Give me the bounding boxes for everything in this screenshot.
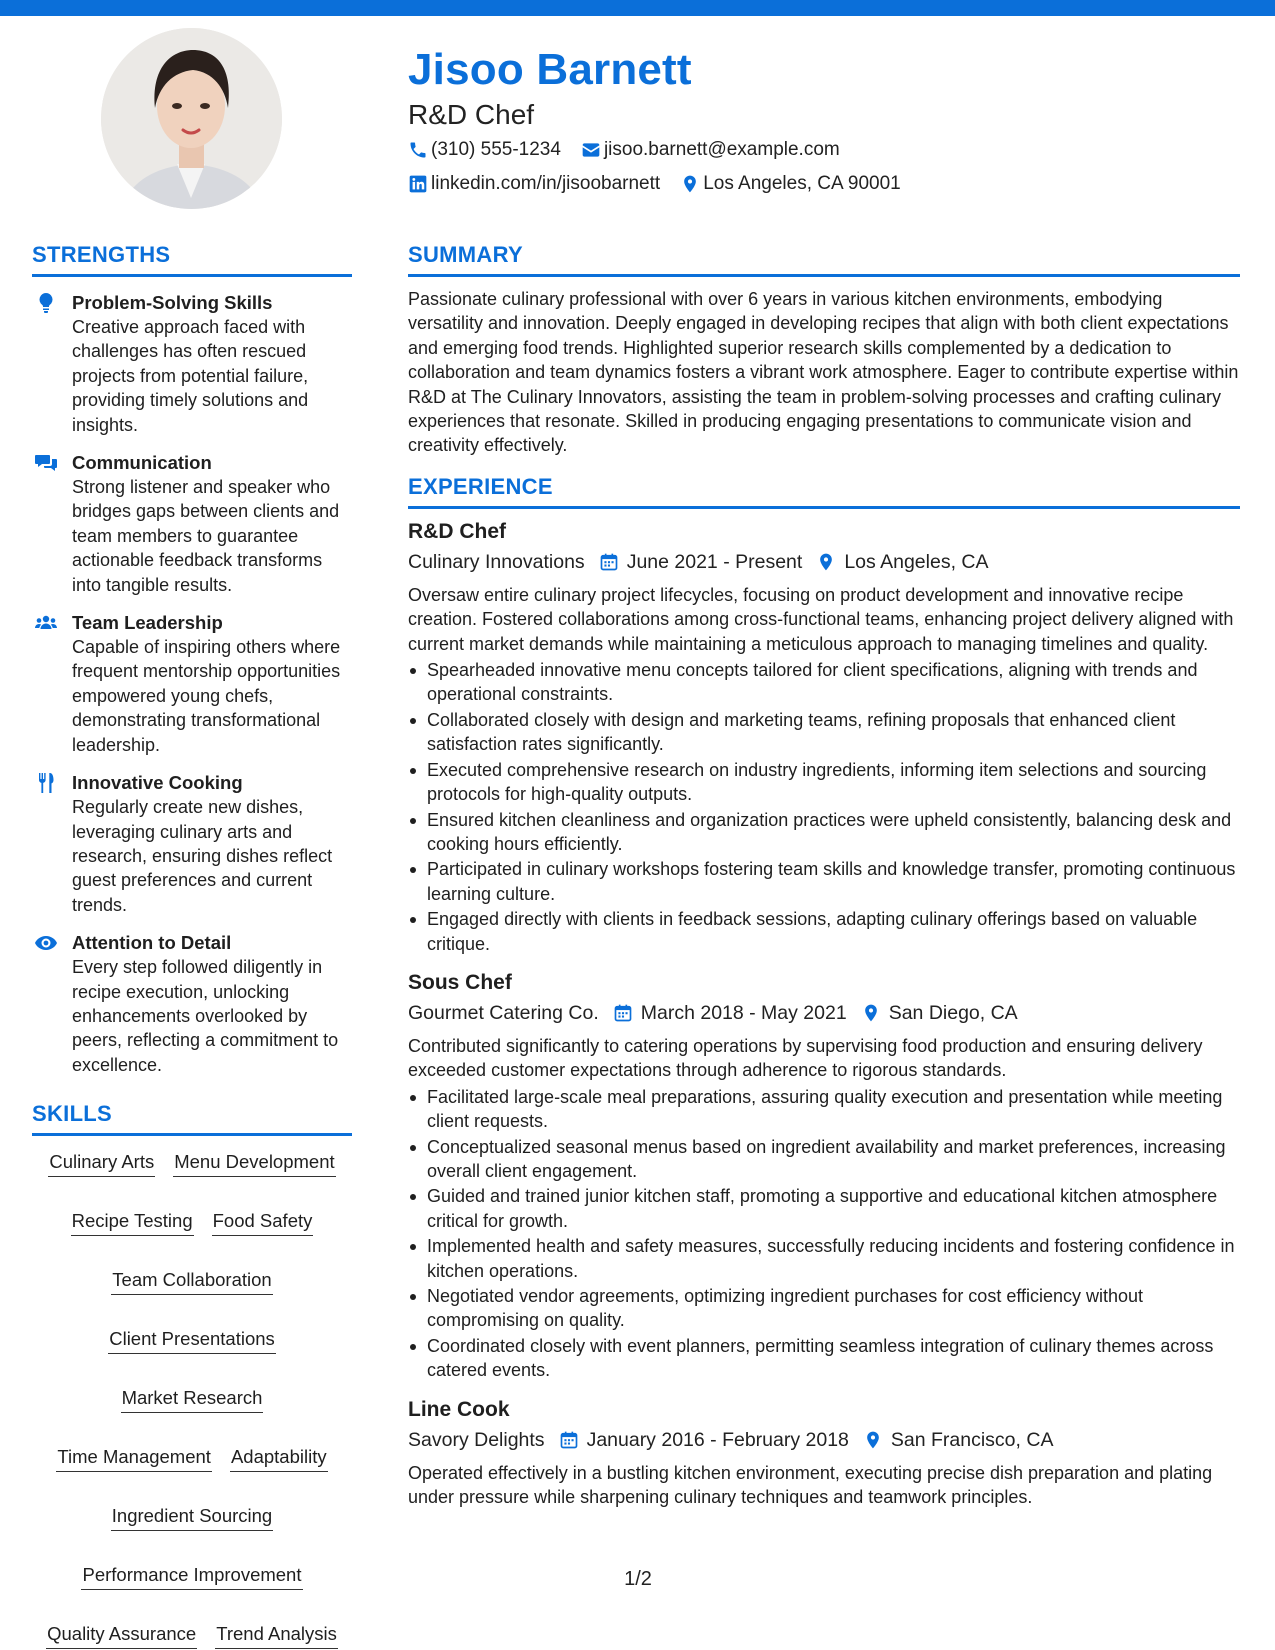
email-text: jisoo.barnett@example.com	[603, 139, 840, 160]
lightbulb-icon	[34, 291, 58, 315]
strength-text: Regularly create new dishes, leveraging culinary arts and research, ensuring dishes reflect guest preferences and current trends.	[72, 797, 333, 915]
linkedin-icon	[408, 174, 428, 194]
left-column	[32, 240, 352, 1649]
top-accent-bar	[0, 0, 1275, 16]
profile-photo	[101, 28, 282, 209]
right-column	[408, 240, 1240, 1509]
contact-row-2	[408, 168, 1248, 200]
calendar-icon	[559, 1430, 579, 1450]
skill-tag: Food Safety	[212, 1207, 314, 1236]
skill-tag: Client Presentations	[108, 1325, 276, 1354]
skills-rule	[32, 1133, 352, 1136]
job-bullets	[408, 1085, 1240, 1383]
job-meta	[408, 1425, 1240, 1455]
calendar-icon	[599, 552, 619, 572]
map-pin-icon	[680, 174, 700, 194]
map-pin-icon	[816, 552, 836, 572]
linkedin-text: linkedin.com/in/jisoobarnett	[431, 173, 661, 194]
strength-text: Strong listener and speaker who bridges gaps between clients and team members to guarantee actionable feedback transforms into tangible results.	[72, 477, 340, 595]
map-pin-icon	[863, 1430, 883, 1450]
skill-tag: Performance Improvement	[81, 1561, 302, 1590]
job-location: Los Angeles, CA	[844, 550, 989, 573]
job-entry	[408, 517, 1240, 956]
strength-text: Every step followed diligently in recipe execution, unlocking enhancements overlooked by peers, reflecting a commitment to excellence.	[72, 957, 339, 1075]
job-company: Culinary Innovations	[408, 550, 585, 573]
job-company: Savory Delights	[408, 1428, 545, 1451]
job-bullet: Implemented health and safety measures, successfully reducing incidents and fostering confidence in kitchen operations.	[408, 1234, 1240, 1283]
experience-heading: EXPERIENCE	[408, 473, 553, 499]
strength-item	[32, 771, 352, 917]
location-text: Los Angeles, CA 90001	[703, 173, 901, 194]
skill-tag: Trend Analysis	[215, 1620, 338, 1649]
summary-rule	[408, 274, 1240, 277]
location-contact	[680, 173, 901, 195]
job-entry	[408, 1395, 1240, 1510]
map-pin-icon	[861, 1003, 881, 1023]
strength-title: Communication	[72, 452, 212, 474]
phone-text: (310) 555-1234	[431, 139, 561, 160]
calendar-icon	[613, 1003, 633, 1023]
users-icon	[34, 611, 58, 635]
linkedin-contact[interactable]	[408, 173, 660, 195]
skill-tag: Recipe Testing	[71, 1207, 194, 1236]
strength-item	[32, 451, 352, 597]
skill-tag: Team Collaboration	[111, 1266, 272, 1295]
page-number: 1/2	[624, 1568, 652, 1590]
skill-tag: Culinary Arts	[48, 1148, 155, 1177]
job-bullet: Spearheaded innovative menu concepts tailored for client specifications, aligning with trends and operational constraints.	[408, 658, 1240, 707]
job-location: San Diego, CA	[888, 1001, 1018, 1024]
strengths-heading: STRENGTHS	[32, 242, 171, 267]
skill-tag: Time Management	[56, 1443, 212, 1472]
contact-row-1	[408, 134, 1248, 166]
summary-text: Passionate culinary professional with over 6 years in various kitchen environments, embodying versatility and innovation. Deeply engaged in developing recipes that align with both client expectations and emerging food trends. Highlighted superior research skills complemented by a dedication to collaboration and team dynamics fosters a vibrant work atmosphere. Eager to contribute expertise within R&D at The Culinary Innovators, assisting the team in problem-solving processes and crafting culinary experiences that resonate. Skilled in producing engaging presentations to communicate vision and creativity effectively.	[408, 289, 1239, 456]
skill-tag: Menu Development	[173, 1148, 335, 1177]
chat-icon	[34, 451, 58, 475]
strength-title: Problem-Solving Skills	[72, 292, 273, 313]
experience-rule	[408, 506, 1240, 509]
job-bullet: Coordinated closely with event planners, permitting seamless integration of culinary themes across catered events.	[408, 1334, 1240, 1383]
job-bullet: Facilitated large-scale meal preparations, assuring quality execution and presentation while meeting client requests.	[408, 1085, 1240, 1134]
strength-item	[32, 611, 352, 757]
job-description: Oversaw entire culinary project lifecycles, focusing on product development and innovative recipe creation. Fostered collaborations among cross-functional teams, enhancing project delivery aligned with current market demands while maintaining a meticulous approach to managing timelines and quality.	[408, 584, 1234, 654]
job-meta	[408, 998, 1240, 1028]
job-title: Sous Chef	[408, 970, 512, 994]
strength-title: Team Leadership	[72, 612, 223, 634]
job-bullet: Conceptualized seasonal menus based on ingredient availability and market preferences, increasing overall client engagement.	[408, 1135, 1240, 1184]
job-dates: June 2021 - Present	[626, 550, 803, 573]
skill-tag: Ingredient Sourcing	[111, 1502, 273, 1531]
strength-title: Attention to Detail	[72, 932, 232, 954]
job-bullet: Negotiated vendor agreements, optimizing ingredient purchases for cost efficiency without compromising on quality.	[408, 1284, 1240, 1333]
job-bullets	[408, 658, 1240, 956]
job-location: San Francisco, CA	[890, 1428, 1054, 1451]
candidate-name: Jisoo Barnett	[408, 45, 692, 94]
strength-item	[32, 291, 352, 437]
strength-title: Innovative Cooking	[72, 772, 243, 794]
skills-heading: SKILLS	[32, 1101, 113, 1127]
job-bullet: Ensured kitchen cleanliness and organization practices were upheld consistently, balancing desk and cooking hours efficiently.	[408, 808, 1240, 857]
job-dates: January 2016 - February 2018	[586, 1428, 849, 1451]
job-bullet: Executed comprehensive research on industry ingredients, informing item selections and sourcing protocols for high-quality outputs.	[408, 758, 1240, 807]
phone-contact	[408, 139, 561, 161]
skill-tag: Adaptability	[230, 1443, 328, 1472]
phone-icon	[408, 140, 428, 160]
job-description: Contributed significantly to catering operations by supervising food production and ensuring delivery exceeded customer expectations through adherence to rigorous standards.	[408, 1035, 1203, 1081]
job-bullet: Participated in culinary workshops fostering team skills and knowledge transfer, promoting continuous learning culture.	[408, 857, 1240, 906]
job-entry	[408, 968, 1240, 1383]
envelope-icon	[581, 140, 601, 160]
skill-tag: Quality Assurance	[46, 1620, 197, 1649]
resume-header	[408, 40, 1248, 200]
utensils-icon	[34, 771, 58, 795]
job-meta	[408, 547, 1240, 577]
summary-heading: SUMMARY	[408, 242, 523, 267]
strength-text: Capable of inspiring others where frequent mentorship opportunities empowered young chefs, demonstrating transformational leadership.	[72, 637, 341, 755]
job-dates: March 2018 - May 2021	[640, 1001, 847, 1024]
strengths-rule	[32, 274, 352, 277]
job-description: Operated effectively in a bustling kitchen environment, executing precise dish preparation and plating under pressure while sharpening culinary techniques and teamwork principles.	[408, 1462, 1213, 1508]
skill-tag: Market Research	[121, 1384, 264, 1413]
strength-text: Creative approach faced with challenges has often rescued projects from potential failure, providing timely solutions and insights.	[72, 317, 309, 435]
email-contact[interactable]	[581, 139, 840, 161]
profile-photo-illustration	[101, 28, 282, 209]
job-company: Gourmet Catering Co.	[408, 1001, 599, 1024]
job-title: R&D Chef	[408, 519, 506, 543]
job-title: Line Cook	[408, 1397, 510, 1421]
job-bullet: Collaborated closely with design and marketing teams, refining proposals that enhanced client satisfaction rates significantly.	[408, 708, 1240, 757]
job-bullet: Engaged directly with clients in feedback sessions, adapting culinary offerings based on valuable critique.	[408, 907, 1240, 956]
job-bullet: Guided and trained junior kitchen staff, promoting a supportive and educational kitchen atmosphere critical for growth.	[408, 1184, 1240, 1233]
candidate-title: R&D Chef	[408, 99, 535, 130]
eye-icon	[34, 931, 58, 955]
strength-item	[32, 931, 352, 1077]
